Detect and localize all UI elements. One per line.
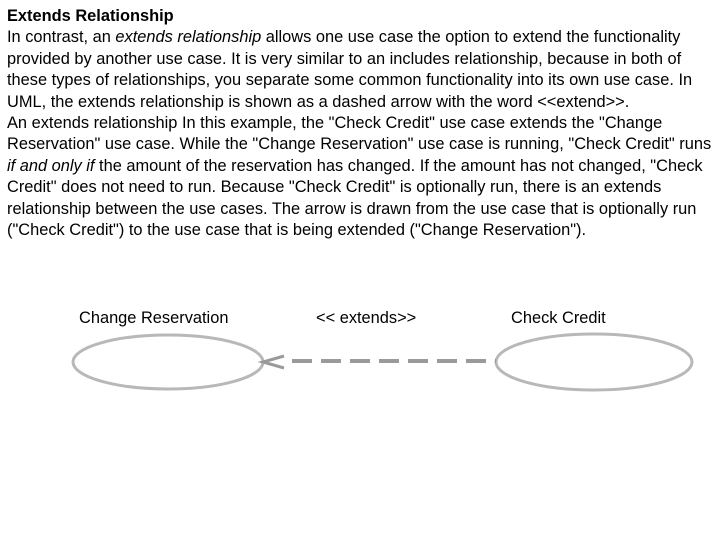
arrowhead-icon xyxy=(263,356,284,368)
relationship-label-extends: << extends>> xyxy=(316,309,417,327)
paragraph-2 xyxy=(7,113,713,241)
paragraph1-run-1: extends relationship xyxy=(115,28,262,47)
text-content xyxy=(7,6,713,241)
use-case-check-credit xyxy=(496,334,692,390)
paragraph2-run-0: An extends relationship In this example, the "Check Credit" use case extends the "Change Reservation" use case. While the "Change Reservation" use case is running, "Check Credit" runs xyxy=(7,114,712,154)
paragraph2-run-1: if and only if xyxy=(7,156,95,175)
use-case-label-check-credit: Check Credit xyxy=(511,309,606,327)
use-case-label-change-reservation: Change Reservation xyxy=(79,309,229,327)
use-case-change-reservation xyxy=(73,335,263,389)
paragraph1-run-0: In contrast, an xyxy=(7,28,116,47)
section-heading: Extends Relationship xyxy=(7,7,174,25)
paragraph-1 xyxy=(7,27,713,113)
paragraph2-run-2: the amount of the reservation has changed. If the amount has not changed, "Check Credit" does not need to run. Because "Check Credit" is optionally run, there is an extends relationship between the use cases. The arrow is drawn from the use case that is optionally run ("Check Credit") to the use case that is being extended ("Change Reservation"). xyxy=(7,156,703,240)
paragraph1-run-2: allows one use case the option to extend the functionality provided by another use case. It is very similar to an includes relationship, because in both of these types of relationships, you separate some common functionality into its own use case. In UML, the extends relationship is shown as a dashed arrow with the word <<extend>>. xyxy=(7,28,693,111)
use-case-diagram xyxy=(0,330,720,410)
